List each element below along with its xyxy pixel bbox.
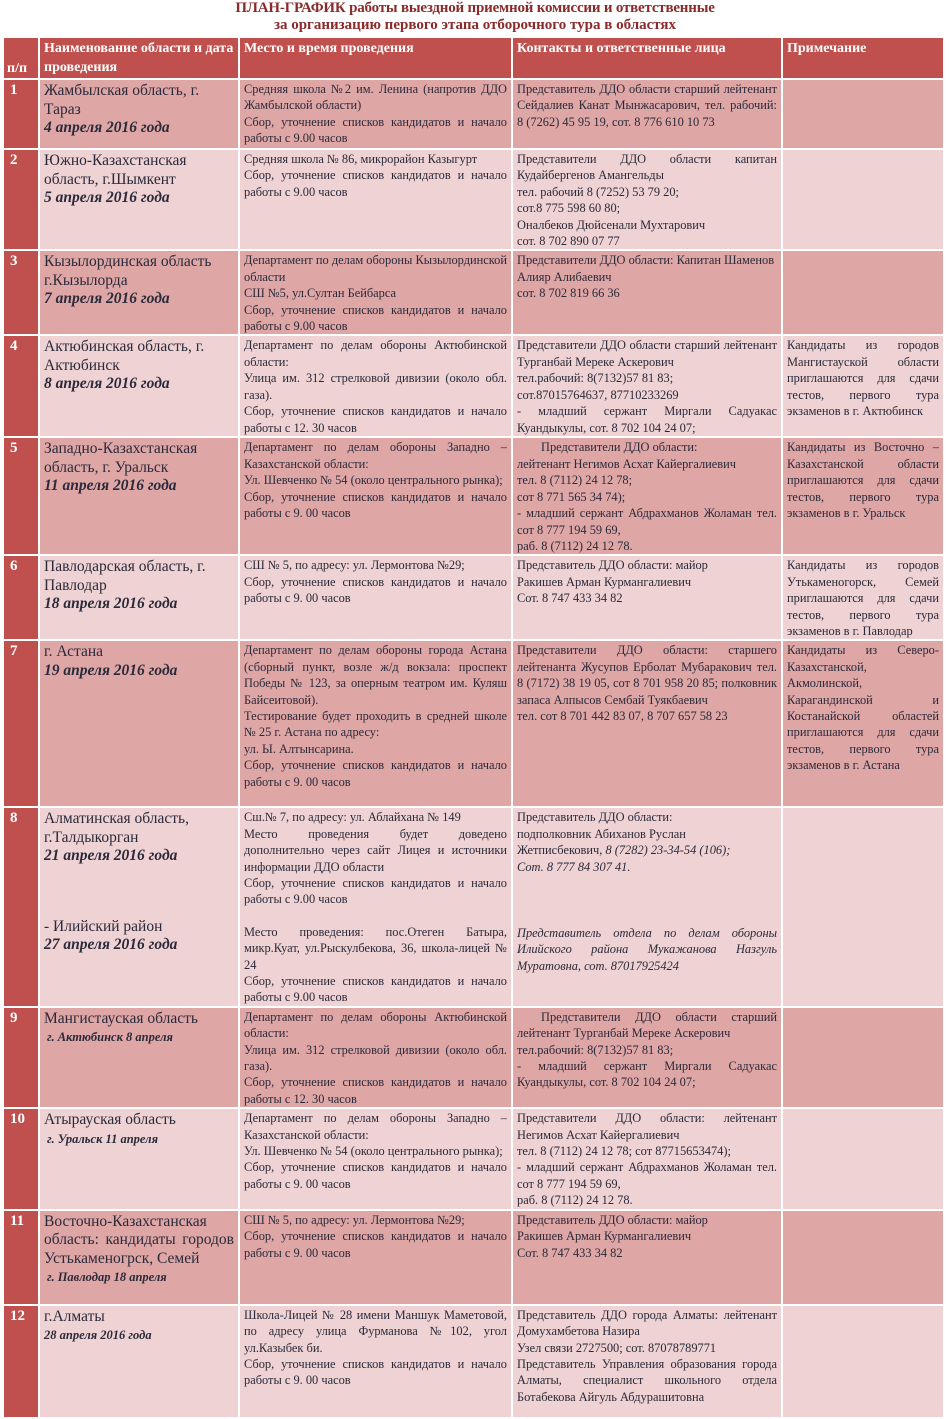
event-date: г. Актюбинск 8 апреля (47, 1030, 173, 1045)
region-name: Атырауская область (44, 1111, 176, 1129)
contact-line: Представители ДДО области: старшего лейтенанта Жусупов Ерболат Мубаракович тел. 8 (7172) 38 19 05, сот 8 701 958 20 85; полковник запаса Алпысов Сембай Туякбаевич (517, 643, 777, 707)
notes-cell: Кандидаты из Северо-Казахстанской, Акмолинской, Карагандинской и Костанайской областей приглашаются для сдачи тестов, первого тура экзаменов в г. Астана (782, 640, 944, 807)
notes-cell (782, 1007, 944, 1108)
row-number: 6 (3, 555, 39, 640)
region-name: Жамбылская область, г. Тараз (44, 82, 200, 118)
place-line: Департамент по делам обороны Актюбинской области: (244, 1009, 507, 1041)
contact-line: Представители ДДО области: Капитан Шаменов Алияр Алибаевич (517, 253, 775, 284)
place-line: Сш.№ 7, по адресу: ул. Аблайхана № 149 (244, 810, 461, 825)
table-row (3, 1007, 944, 1108)
region-name: Восточно-Казахстанская область: кандидаты городов Устькаменогрск, Семей (44, 1212, 234, 1267)
contacts-cell (512, 149, 782, 250)
contact-line: Представитель ДДО области: (517, 810, 673, 825)
contact-line: Представители ДДО области старший лейтенант Турганбай Мереке Аскерович (517, 1009, 777, 1041)
contacts-cell (512, 1305, 782, 1418)
notes-cell (782, 250, 944, 335)
event-date: 21 апреля 2016 года (44, 847, 178, 865)
contact-line: тел. рабочий 8 (7252) 53 79 20; (517, 184, 679, 199)
place-cell (239, 335, 512, 437)
place-line: Средняя школа №2 им. Ленина (напротив ДДО Жамбылской области) (244, 82, 507, 113)
column-header-place: Место и время проведения (239, 37, 512, 79)
contact-line: Ракишев Арман Курмангалиевич (517, 574, 692, 589)
contact-line: Представители ДДО области: лейтенант Негимов Асхат Кайергалиевич (517, 1111, 777, 1142)
row-number: 7 (3, 640, 39, 807)
place-line: Тестирование будет проходить в средней школе № 25 г. Астана по адресу: (244, 708, 507, 740)
contacts-cell (512, 335, 782, 437)
notes-cell: Кандидаты из Восточно – Казахстанской области приглашаются для сдачи тестов, первого тура экзаменов в г. Уральск (782, 437, 944, 555)
spacer (244, 908, 507, 924)
contacts-cell (512, 1007, 782, 1108)
place-line: Департамент по делам обороны Актюбинской области: (244, 338, 507, 369)
place-cell (239, 149, 512, 250)
place-line: Место проведения: пос.Отеген Батыра, микр.Куат, ул.Рыскулбекова, 36, школа-лицей № 24 (244, 924, 507, 972)
region-cell (39, 250, 239, 335)
contact-line: Представитель Управления образования города Алматы, специалист школьного отдела Ботабекова Айгуль Абдурашитовна (517, 1356, 777, 1404)
notes-cell: Кандидаты из городов Утькаменогорск, Семей приглашаются для сдачи тестов, первого тура экзаменов в г. Павлодар (782, 555, 944, 640)
schedule-table (2, 36, 945, 1419)
table-row (3, 1305, 944, 1418)
place-line: Сбор, уточнение списков кандидатов и начало работы с 9.00 часов (244, 302, 507, 334)
place-line: Департамент по делам обороны Западно – Казахстанской области: (244, 440, 507, 471)
place-line: Школа-Лицей № 28 имени Маншук Маметовой, по адресу улица Фурманова №102, угол ул.Казыбек би. (244, 1307, 507, 1355)
place-line: Департамент по делам обороны города Астана (сборный пункт, возле ж/д вокзала: проспект Победы № 123, за оперным театром им. Куляш Байсеитовой). (244, 643, 507, 707)
contact-line: Представители ДДО области: (541, 440, 698, 455)
place-cell (239, 1108, 512, 1209)
place-line: Место проведения будет доведено дополнительно через сайт Лицея и источники информации ДДО области (244, 826, 507, 874)
region-name: Южно-Казахстанская область, г.Шымкент (44, 152, 187, 188)
place-line: Департамент по делам обороны Западно – Казахстанской области: (244, 1111, 507, 1142)
region-cell (39, 1210, 239, 1305)
contacts-cell (512, 807, 782, 1006)
place-cell (239, 555, 512, 640)
region-name: Кызылординская область г.Кызылорда (44, 253, 212, 289)
contact-line: Представители ДДО области капитан Кудайбергенов Амангельды (517, 152, 777, 183)
place-line: Сбор, уточнение списков кандидатов и начало работы с 9.00 часов (244, 974, 507, 1005)
place-line: Департамент по делам обороны Кызылординской области (244, 253, 507, 284)
place-line: Сбор, уточнение списков кандидатов и начало работы с 12. 30 часов (244, 1075, 507, 1106)
event-date: 4 апреля 2016 года (44, 119, 170, 136)
contact-line: - младший сержант Абдрахманов Жоламан тел. сот 8 777 194 59 69, (517, 506, 777, 537)
place-cell (239, 1007, 512, 1108)
notes-cell: Кандидаты из городов Мангистауской области приглашаются для сдачи тестов, первого тура экзаменов в г. Актюбинск (782, 335, 944, 437)
contact-line: Представитель ДДО города Алматы: лейтенант Домухамбетова Назира (517, 1307, 777, 1339)
table-row (3, 149, 944, 250)
contact-line: Представитель ДДО области старший лейтенант Сейдалиев Канат Мынжасарович, тел. рабочий: 8 (7262) 45 95 19, сот. 8 776 610 10 73 (517, 82, 777, 129)
contacts-cell (512, 640, 782, 807)
place-line: СШ № 5, по адресу: ул. Лермонтова №29; (244, 1212, 465, 1227)
place-line: Сбор, уточнение списков кандидатов и начало работы с 9.00 часов (244, 168, 507, 199)
place-line: Средняя школа № 86, микрорайон Казыгурт (244, 152, 478, 166)
spacer (44, 866, 234, 918)
contact-line: подполковник Абиханов Руслан (517, 826, 686, 841)
contacts-cell (512, 555, 782, 640)
place-line: Сбор, уточнение списков кандидатов и начало работы с 9. 00 часов (244, 758, 507, 789)
spacer (517, 875, 777, 925)
table-row (3, 1210, 944, 1305)
contact-line: Оналбеков Дюйсенали Мухтарович (517, 217, 706, 232)
region-cell (39, 437, 239, 555)
document-title (0, 0, 950, 34)
row-number: 3 (3, 250, 39, 335)
row-number: 11 (3, 1210, 39, 1305)
title-line-2: за организацию первого этапа отборочного тура в областях (273, 17, 677, 33)
contact-line: Представитель ДДО области: майор (517, 558, 708, 573)
place-line: ул. Ы. Алтынсарина. (244, 741, 354, 756)
table-header-row (3, 37, 944, 79)
contact-line: - младший сержант Абдрахманов Жоламан тел. сот 8 777 194 59 69, (517, 1160, 777, 1191)
contact-line: Сот. 8 747 433 34 82 (517, 591, 623, 606)
table-row (3, 335, 944, 437)
contacts-cell (512, 79, 782, 149)
notes-cell (782, 149, 944, 250)
event-date: 5 апреля 2016 года (44, 189, 170, 206)
notes-cell (782, 1108, 944, 1209)
row-number: 12 (3, 1305, 39, 1418)
contact-line: сот.87015764637, 87710233269 (517, 387, 679, 402)
place-line: Улица им. 312 стрелковой дивизии (около обл. газа). (244, 371, 507, 402)
region-cell (39, 555, 239, 640)
contact-phone: 8 (7282) 23-34-54 (106); (602, 843, 731, 858)
place-line: Ул. Шевченко № 54 (около центрального рынка); (244, 473, 503, 488)
event-date: 8 апреля 2016 года (44, 375, 170, 393)
region-name: г. Астана (44, 643, 104, 661)
title-line-1: ПЛАН-ГРАФИК работы выездной приемной комиссии и ответственные (235, 0, 715, 16)
row-number: 4 (3, 335, 39, 437)
event-date: 19 апреля 2016 года (44, 661, 178, 679)
contact-line: раб. 8 (7112) 24 12 78. (517, 538, 633, 553)
contact-line: Представитель ДДО области: майор (517, 1212, 708, 1227)
event-date: 18 апреля 2016 года (44, 595, 178, 613)
region-name: Мангистауская область (44, 1009, 198, 1027)
region-name: Павлодарская область, г. Павлодар (44, 558, 206, 594)
table-row (3, 555, 944, 640)
notes-cell (782, 1305, 944, 1418)
contact-line: сот.8 775 598 60 80; (517, 201, 621, 216)
row-number: 2 (3, 149, 39, 250)
contact-mobile: Сот. 8 777 84 307 41. (517, 859, 631, 874)
region-cell (39, 1108, 239, 1209)
notes-cell (782, 1210, 944, 1305)
place-line: Сбор, уточнение списков кандидатов и начало работы с 9.00 часов (244, 875, 507, 907)
region-cell (39, 79, 239, 149)
contacts-cell (512, 250, 782, 335)
place-line: Сбор, уточнение списков кандидатов и начало работы с 12. 30 часов (244, 404, 507, 435)
place-line: Сбор, уточнение списков кандидатов и начало работы с 9. 00 часов (244, 1229, 507, 1260)
contact-line: сот 8 771 565 34 74); (517, 489, 626, 504)
event-date: г. Уральск 11 апреля (47, 1131, 159, 1146)
row-number: 1 (3, 79, 39, 149)
region-cell (39, 640, 239, 807)
district-date: 27 апреля 2016 года (44, 936, 178, 954)
row-number: 8 (3, 807, 39, 1006)
place-line: Ул. Шевченко № 54 (около центрального рынка); (244, 1144, 503, 1159)
notes-cell (782, 79, 944, 149)
event-date: 7 апреля 2016 года (44, 290, 170, 308)
event-date: 28 апреля 2016 года (44, 1328, 152, 1343)
place-cell (239, 807, 512, 1006)
place-line: Сбор, уточнение списков кандидатов и начало работы с 9.00 часов (244, 114, 507, 146)
place-cell (239, 640, 512, 807)
contact-line: Представители ДДО области старший лейтенант Турганбай Мереке Аскерович (517, 338, 777, 369)
place-line: СШ №5, ул.Султан Бейбарса (244, 286, 396, 301)
place-line: Сбор, уточнение списков кандидатов и начало работы с 9. 00 часов (244, 574, 507, 606)
row-number: 10 (3, 1108, 39, 1209)
table-row (3, 640, 944, 807)
place-line: Сбор, уточнение списков кандидатов и начало работы с 9. 00 часов (244, 1160, 507, 1191)
contact-line: сот. 8 702 890 07 77 (517, 234, 620, 249)
region-name: Алматинская область, г.Талдыкорган (44, 810, 189, 846)
event-date: г. Павлодар 18 апреля (47, 1270, 167, 1285)
table-row (3, 807, 944, 1006)
table-row (3, 79, 944, 149)
place-line: СШ № 5, по адресу: ул. Лермонтова №29; (244, 558, 465, 573)
notes-cell (782, 807, 944, 1006)
table-row (3, 437, 944, 555)
column-header-contacts: Контакты и ответственные лица (512, 37, 782, 79)
contact-line: Узел связи 2727500; сот. 87078789771 (517, 1340, 717, 1355)
region-name: г.Алматы (44, 1307, 105, 1325)
contacts-cell (512, 437, 782, 555)
table-row (3, 1108, 944, 1209)
region-name: Западно-Казахстанская область, г. Уральск (44, 440, 198, 476)
column-header-notes: Примечание (782, 37, 944, 79)
region-cell (39, 1305, 239, 1418)
column-header-name: Наименование области и дата проведения (39, 37, 239, 79)
contact-line: сот. 8 702 819 66 36 (517, 286, 620, 301)
contact-line: тел. сот 8 701 442 83 07, 8 707 657 58 23 (517, 708, 728, 723)
place-line: Улица им. 312 стрелковой дивизии (около обл. газа). (244, 1042, 507, 1074)
district-contact: Представитель отдела по делам обороны Илийского района Мукажанова Назгуль Муратовна, сот. 87017925424 (517, 925, 777, 973)
column-header-num: п/п (3, 37, 39, 79)
region-name: Актюбинская область, г. Актюбинск (44, 338, 205, 374)
place-cell (239, 437, 512, 555)
contact-line: лейтенант Негимов Асхат Кайергалиевич (517, 456, 736, 471)
place-cell (239, 79, 512, 149)
contact-line: Жетписбекович, (517, 843, 603, 858)
contact-line: Сот. 8 747 433 34 82 (517, 1245, 623, 1260)
contact-line: Ракишев Арман Курмангалиевич (517, 1229, 692, 1244)
place-cell (239, 250, 512, 335)
place-line: Сбор, уточнение списков кандидатов и начало работы с 9. 00 часов (244, 489, 507, 521)
region-cell (39, 335, 239, 437)
region-cell (39, 807, 239, 1006)
row-number: 5 (3, 437, 39, 555)
place-cell (239, 1210, 512, 1305)
contact-line: - младший сержант Миргали Садуакас Куандыкулы, сот. 8 702 104 24 07; (517, 404, 777, 435)
place-line: Сбор, уточнение списков кандидатов и начало работы с 9. 00 часов (244, 1356, 507, 1388)
table-row (3, 250, 944, 335)
contact-line: - младший сержант Миргали Садуакас Куандыкулы, сот. 8 702 104 24 07; (517, 1059, 777, 1090)
region-cell (39, 149, 239, 250)
row-number: 9 (3, 1007, 39, 1108)
contacts-cell (512, 1108, 782, 1209)
event-date: 11 апреля 2016 года (44, 477, 177, 495)
contact-line: тел. 8 (7112) 24 12 78; сот 87715653474); (517, 1144, 731, 1159)
contact-line: тел.рабочий: 8(7132)57 81 83; (517, 1042, 674, 1057)
contacts-cell (512, 1210, 782, 1305)
contact-line: тел. 8 (7112) 24 12 78; (517, 473, 633, 488)
place-cell (239, 1305, 512, 1418)
contact-line: раб. 8 (7112) 24 12 78. (517, 1193, 633, 1208)
contact-line: тел.рабочий: 8(7132)57 81 83; (517, 371, 674, 386)
region-cell (39, 1007, 239, 1108)
district-name: - Илийский район (44, 917, 163, 935)
